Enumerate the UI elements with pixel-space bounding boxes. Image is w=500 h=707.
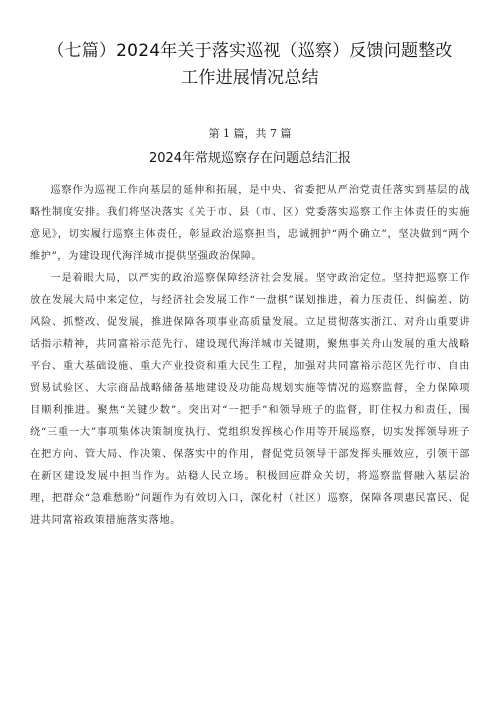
document-body bbox=[30, 180, 470, 532]
section-subtitle: 2024年常规巡察存在问题总结汇报 bbox=[148, 151, 352, 166]
paragraph-2: 一是着眼大局，以严实的政治巡察保障经济社会发展。坚守政治定位。坚持把巡察工作放在发展大局中来定位，与经济社会发展工作“一盘棋”谋划推进，着力压责任、纠偏差、防风险、抓整改、促发展，推进保障各项事业高质量发展。立足贯彻落实浙江、对舟山重要讲话指示精神，共同富裕示范先行、建设现代海洋城市关键期，聚焦事关舟山发展的重大战略平台、重大基础设施、重大产业投资和重大民生工程，加强对共同富裕示范区先行市、自由贸易试验区、大宗商品战略储备基地建设及功能岛规划实施等情况的巡察监督，全力保障项目顺利推进。聚焦“关键少数”。突出对“一把手”和领导班子的监督，盯住权力和责任，围绕“三重一大”事项集体决策制度执行、党组织发挥核心作用等开展巡察，切实发挥领导班子在把方向、管大局、作决策、保落实中的作用，督促党员领导干部发挥头雁效应，引领干部在新区建设发展中担当作为。站稳人民立场。积极回应群众关切，将巡察监督融入基层治理，把群众“急难愁盼”问题作为有效切入口，深化村（社区）巡察，保障各项惠民富民、促进共同富裕政策措施落实落地。 bbox=[30, 273, 470, 526]
paragraph-1: 巡察作为巡视工作向基层的延伸和拓展，是中央、省委把从严治党责任落实到基层的战略性制度安排。我们将坚决落实《关于市、县（市、区）党委落实巡察工作主体责任的实施意见》，切实履行巡察主体责任，彰显政治巡察担当，忠诚拥护“两个确立”，坚决做到“两个维护”，为建设现代海洋城市提供坚强政治保障。 bbox=[30, 185, 470, 262]
document-title bbox=[30, 38, 470, 92]
title-line-1: （七篇）2024年关于落实巡视（巡察）反馈问题整改 bbox=[47, 41, 453, 61]
part-indicator: 第 1 篇，共 7 篇 bbox=[208, 127, 292, 140]
title-line-2: 工作进展情况总结 bbox=[181, 68, 319, 88]
